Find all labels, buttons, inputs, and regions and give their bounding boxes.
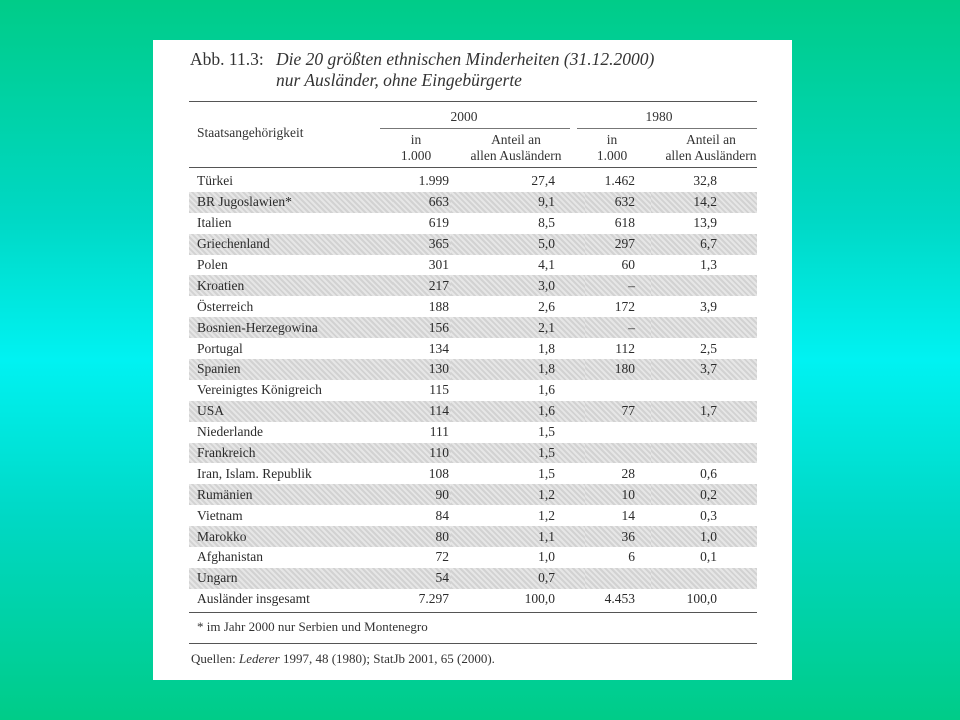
cell-share-1980 <box>651 317 757 338</box>
cell-count-1980: 60 <box>621 257 635 272</box>
cell-count-1980: 172 <box>614 298 635 314</box>
minorities-table <box>189 171 757 610</box>
cell-share-2000: 5,0 <box>451 234 585 255</box>
cell-count-1980 <box>585 568 651 589</box>
cell-count-1980 <box>585 443 651 464</box>
cell-count-2000: 663 <box>393 192 451 213</box>
col-header-2000-count-l1: in <box>410 132 422 147</box>
cell-share-2000: 4,1 <box>538 257 555 272</box>
cell-count-1980: 112 <box>615 340 635 356</box>
col-header-1980-share-l1: Anteil an <box>686 132 736 147</box>
cell-share-1980 <box>651 568 757 589</box>
cell-count-1980 <box>585 380 651 401</box>
table-row <box>189 401 757 422</box>
cell-share-1980: 0,1 <box>700 549 717 565</box>
table-row <box>189 526 757 547</box>
cell-count-2000: 365 <box>393 234 451 255</box>
cell-count-2000: 7.297 <box>418 591 449 607</box>
cell-share-2000: 2,1 <box>451 317 585 338</box>
footnote: * im Jahr 2000 nur Serbien und Montenegro <box>197 619 428 634</box>
cell-share-1980: 0,3 <box>700 507 717 523</box>
cell-share-1980 <box>651 443 757 464</box>
cell-count-2000: 90 <box>393 484 451 505</box>
cell-count-2000: 156 <box>393 317 451 338</box>
cell-count-1980: 632 <box>585 192 651 213</box>
table-row <box>189 255 757 276</box>
cell-country: Frankreich <box>189 443 393 464</box>
cell-share-2000: 0,7 <box>451 568 585 589</box>
col-header-2000-share-l1: Anteil an <box>491 132 541 147</box>
header-top-rule <box>189 101 757 102</box>
table-row <box>189 568 757 589</box>
cell-count-2000: 84 <box>435 507 449 523</box>
cell-share-1980: 0,6 <box>700 465 717 481</box>
cell-country: Rumänien <box>189 484 393 505</box>
cell-country: Vietnam <box>197 507 243 523</box>
table-row <box>189 505 757 526</box>
cell-share-1980: 1,3 <box>700 257 717 272</box>
header-bottom-rule <box>189 167 757 168</box>
cell-share-2000: 1,2 <box>451 484 585 505</box>
cell-country: Portugal <box>197 340 243 356</box>
cell-share-2000: 1,8 <box>538 340 555 356</box>
year-2000-header: 2000 <box>450 109 478 124</box>
document-page <box>153 40 792 680</box>
cell-share-2000: 1,6 <box>538 382 555 398</box>
year-1980-header: 1980 <box>645 109 673 124</box>
cell-share-2000: 1,5 <box>538 465 555 481</box>
cell-share-1980: 3,9 <box>700 298 717 314</box>
sources-label: Quellen: <box>191 651 240 666</box>
figure-subtitle: nur Ausländer, ohne Eingebürgerte <box>276 70 522 90</box>
table-row <box>189 422 757 443</box>
cell-country: Italien <box>197 215 232 231</box>
table-row <box>189 171 757 192</box>
cell-count-1980: 1.462 <box>604 173 635 189</box>
cell-count-2000: 72 <box>435 549 449 565</box>
cell-count-1980: – <box>585 317 651 338</box>
figure-title: Die 20 größten ethnischen Minderheiten (31.12.2000) <box>276 49 655 69</box>
table-row <box>189 317 757 338</box>
cell-country: Spanien <box>189 359 393 380</box>
table-row <box>189 484 757 505</box>
cell-count-1980: 297 <box>585 234 651 255</box>
table-row <box>189 443 757 464</box>
cell-country: Marokko <box>189 526 393 547</box>
cell-count-2000: 80 <box>393 526 451 547</box>
cell-share-1980: 2,5 <box>700 340 717 356</box>
cell-count-2000: 1.999 <box>418 173 449 189</box>
cell-count-2000: 188 <box>428 298 449 314</box>
cell-country: Vereinigtes Königreich <box>197 382 322 398</box>
cell-share-2000: 3,0 <box>451 275 585 296</box>
cell-count-1980: 4.453 <box>604 591 635 607</box>
sources-author: Lederer <box>239 651 280 666</box>
cell-share-1980 <box>651 422 757 443</box>
cell-count-1980: 14 <box>621 507 635 523</box>
table-bottom-rule <box>189 612 757 613</box>
table-row <box>189 213 757 234</box>
cell-share-1980 <box>651 275 757 296</box>
cell-count-2000: 54 <box>393 568 451 589</box>
cell-share-1980 <box>651 380 757 401</box>
table-row <box>189 463 757 484</box>
cell-count-1980 <box>585 422 651 443</box>
figure-number: Abb. 11.3: <box>190 49 264 69</box>
cell-country: Polen <box>197 257 228 272</box>
table-row <box>189 338 757 359</box>
cell-count-2000: 114 <box>393 401 451 422</box>
cell-share-1980: 1,7 <box>651 401 757 422</box>
table-row <box>189 547 757 568</box>
col-header-2000-share-l2: allen Ausländern <box>470 148 562 163</box>
cell-count-2000: 108 <box>428 465 449 481</box>
cell-count-2000: 115 <box>429 382 449 398</box>
table-row <box>189 275 757 296</box>
table-row <box>189 296 757 317</box>
sources-line <box>191 651 495 667</box>
cell-country: Niederlande <box>197 424 263 440</box>
table-row <box>189 589 757 610</box>
cell-share-2000: 100,0 <box>524 591 555 607</box>
cell-count-2000: 134 <box>428 340 449 356</box>
cell-share-1980: 100,0 <box>686 591 717 607</box>
figure-caption <box>190 49 750 91</box>
cell-country: Afghanistan <box>197 549 263 565</box>
cell-country: USA <box>189 401 393 422</box>
year-1980-underline <box>577 128 757 129</box>
col-header-1980-count-l1: in <box>606 132 618 147</box>
cell-count-2000: 217 <box>393 275 451 296</box>
cell-country: Ausländer insgesamt <box>197 591 310 607</box>
cell-share-2000: 2,6 <box>538 298 555 314</box>
cell-country: Bosnien-Herzegowina <box>189 317 393 338</box>
cell-country: Griechenland <box>189 234 393 255</box>
cell-share-1980: 14,2 <box>651 192 757 213</box>
cell-share-1980: 3,7 <box>651 359 757 380</box>
sources-rule <box>189 643 757 644</box>
cell-share-1980: 0,2 <box>651 484 757 505</box>
cell-share-1980: 1,0 <box>651 526 757 547</box>
cell-share-2000: 1,0 <box>538 549 555 565</box>
cell-count-1980: 618 <box>614 215 635 231</box>
cell-share-2000: 27,4 <box>531 173 555 189</box>
col-header-2000-count-l2: 1.000 <box>400 148 432 163</box>
cell-share-1980: 13,9 <box>693 215 717 231</box>
col-header-1980-share-l2: allen Ausländern <box>665 148 757 163</box>
cell-share-2000: 1,1 <box>451 526 585 547</box>
column-header-nationality: Staatsangehörigkeit <box>197 125 304 140</box>
cell-count-2000: 301 <box>428 257 449 272</box>
cell-country: Iran, Islam. Republik <box>197 465 312 481</box>
sources-detail: 1997, 48 (1980); StatJb 2001, 65 (2000). <box>279 651 495 666</box>
cell-share-2000: 1,2 <box>538 507 555 523</box>
cell-count-1980: 10 <box>585 484 651 505</box>
year-2000-underline <box>380 128 570 129</box>
cell-country: Österreich <box>197 298 254 314</box>
cell-country: Türkei <box>197 173 233 189</box>
cell-count-1980: 77 <box>585 401 651 422</box>
cell-share-2000: 1,5 <box>538 424 555 440</box>
col-header-1980-count-l2: 1.000 <box>596 148 628 163</box>
cell-share-2000: 1,5 <box>451 443 585 464</box>
cell-share-2000: 1,8 <box>451 359 585 380</box>
cell-count-2000: 130 <box>393 359 451 380</box>
cell-country: Kroatien <box>189 275 393 296</box>
cell-count-1980: 28 <box>621 465 635 481</box>
cell-country: BR Jugoslawien* <box>189 192 393 213</box>
table-row <box>189 380 757 401</box>
table-row <box>189 192 757 213</box>
cell-count-1980: 6 <box>628 549 635 565</box>
cell-share-2000: 1,6 <box>451 401 585 422</box>
table-row <box>189 359 757 380</box>
cell-count-2000: 619 <box>428 215 449 231</box>
cell-count-1980: 36 <box>585 526 651 547</box>
cell-country: Ungarn <box>189 568 393 589</box>
cell-count-1980: 180 <box>585 359 651 380</box>
cell-count-2000: 110 <box>393 443 451 464</box>
cell-share-1980: 32,8 <box>693 173 717 189</box>
cell-count-1980: – <box>585 275 651 296</box>
table-row <box>189 234 757 255</box>
cell-share-2000: 8,5 <box>538 215 555 231</box>
cell-count-2000: 111 <box>429 424 449 440</box>
cell-share-1980: 6,7 <box>651 234 757 255</box>
cell-share-2000: 9,1 <box>451 192 585 213</box>
